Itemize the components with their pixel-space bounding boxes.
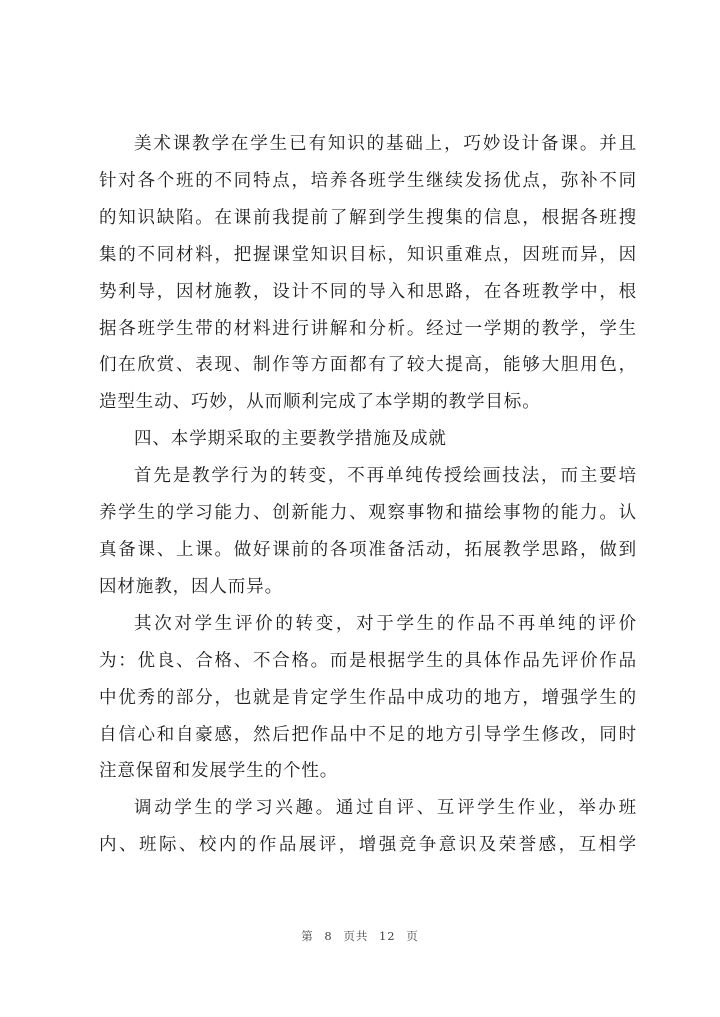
text-line: 首先是教学行为的转变，不再单纯传授绘画技法，而主要培 <box>134 466 637 487</box>
text-line: 针对各个班的不同特点，培养各班学生继续发扬优点，弥补不同 <box>99 170 637 191</box>
text-line: 集的不同材料，把握课堂知识目标，知识重难点，因班而异，因 <box>99 244 637 265</box>
heading-text: 四、本学期采取的主要教学措施及成就 <box>134 429 447 450</box>
text-line: 据各班学生带的材料进行讲解和分析。经过一学期的教学，学生 <box>99 318 637 339</box>
text-line: 调动学生的学习兴趣。通过自评、互评学生作业，举办班 <box>134 798 637 819</box>
text-line: 真备课、上课。做好课前的各项准备活动，拓展教学思路，做到 <box>99 539 637 560</box>
paragraph-teaching-behavior <box>99 458 637 606</box>
text-line: 注意保留和发展学生的个性。 <box>99 761 339 782</box>
text-line: 中优秀的部分，也就是肯定学生作品中成功的地方，增强学生的 <box>99 687 637 708</box>
text-line: 内、班际、校内的作品展评，增强竞争意识及荣誉感，互相学 <box>99 835 637 856</box>
text-line: 其次对学生评价的转变，对于学生的作品不再单纯的评价 <box>134 613 637 634</box>
text-line: 因材施教，因人而异。 <box>99 576 283 597</box>
text-line: 势利导，因材施教，设计不同的导入和思路，在各班教学中，根 <box>99 281 637 302</box>
text-line: 自信心和自豪感，然后把作品中不足的地方引导学生修改，同时 <box>99 724 637 745</box>
text-line: 们在欣赏、表现、制作等方面都有了较大提高，能够大胆用色， <box>99 355 637 376</box>
section-heading <box>99 421 637 458</box>
text-line: 美术课教学在学生已有知识的基础上，巧妙设计备课。并且 <box>134 134 637 154</box>
paragraph-learning-interest <box>99 790 637 864</box>
document-body <box>99 126 637 864</box>
page-number-footer: 第 8 页共 12 页 <box>301 929 419 943</box>
text-line: 的知识缺陷。在课前我提前了解到学生搜集的信息，根据各班搜 <box>99 207 637 228</box>
text-line: 造型生动、巧妙，从而顺利完成了本学期的教学目标。 <box>99 392 541 413</box>
paragraph-art-teaching <box>99 126 637 421</box>
text-line: 养学生的学习能力、创新能力、观察事物和描绘事物的能力。认 <box>99 503 637 524</box>
paragraph-student-evaluation <box>99 606 637 791</box>
text-line: 为：优良、合格、不合格。而是根据学生的具体作品先评价作品 <box>99 650 637 671</box>
